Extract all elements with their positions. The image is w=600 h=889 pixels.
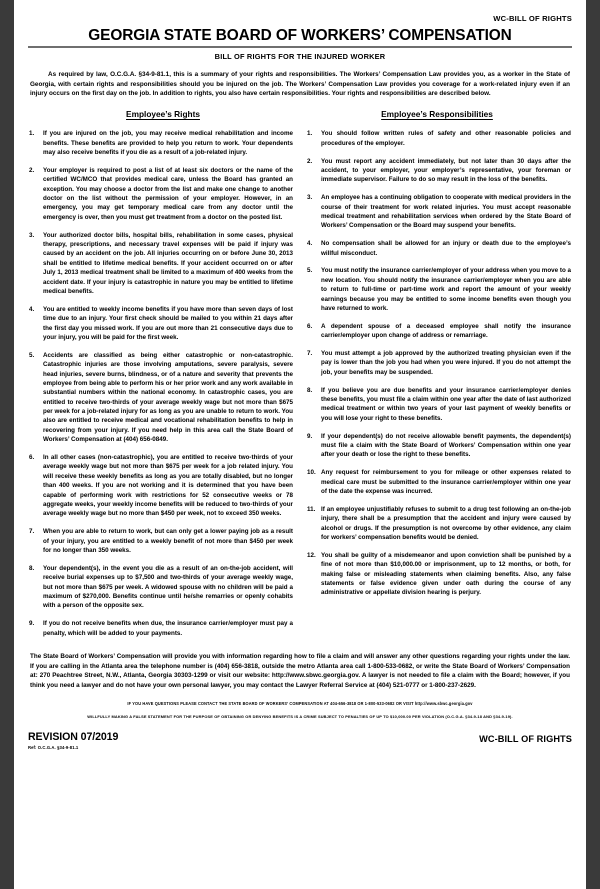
responsibility-item-number: 2. (307, 157, 313, 165)
responsibility-item-text: You must report any accident immediately, but not later than 30 days after the accident, to your employer, your employer’s representative, your foreman or immediate supervisor. Failure to do so may result in the loss of the benefits. (321, 157, 571, 184)
right-item-number: 6. (29, 454, 35, 462)
responsibilities-list (307, 129, 571, 598)
right-item-number: 5. (29, 351, 35, 359)
responsibility-item (307, 349, 571, 377)
responsibility-item-number: 5. (307, 267, 313, 275)
right-item-text: Your employer is required to post a list of at least six doctors or the name of the certified WC/MCO that provides medical care, unless the Board has granted an exception. You may choose a doctor from the list and make one change to another doctor on the list without the permission of your employer. However, in an emergency, you may get temporary medical care from any doctor until the emergency is over, then you must get treatment from a doctor on the posted list. (43, 166, 293, 221)
footer-left (28, 732, 118, 751)
footer-form-code: WC-BILL OF RIGHTS (479, 733, 572, 744)
responsibility-item-text: You must attempt a job approved by the authorized treating physician even if the pay is lower than the job you had when you were injured. If you do not attempt the job, your benefits may be suspended. (321, 350, 571, 376)
right-item (29, 305, 293, 343)
right-item-number: 7. (29, 528, 35, 536)
responsibility-item (307, 157, 571, 185)
intro-paragraph: As required by law, O.C.G.A. §34-9-81.1, this is a summary of your rights and responsibilities. The Workers’ Compensation Law provides you, as a worker in the State of Georgia, with certain rights and responsibilities should you be injured on the job. The Workers’ Compensation Law provides you coverage for a work-related injury even if an injury occurs on the first day on the job. In addition to rights, you also have certain responsibilities. Your rights and responsibilities are described below. (30, 71, 570, 97)
responsibility-item-number: 3. (307, 194, 313, 202)
responsibilities-column-heading: Employee’s Responsibilities (381, 109, 493, 120)
right-item (29, 129, 293, 157)
rights-list (29, 129, 293, 638)
responsibility-item-number: 7. (307, 350, 313, 358)
two-column-body (26, 129, 574, 646)
right-item-text: When you are able to return to work, but can only get a lower paying job as a result of your injury, you are entitled to a weekly benefit of not more than $450 per week for no longer than 350 weeks. (43, 528, 293, 554)
document-page (14, 0, 586, 889)
responsibility-item (307, 239, 571, 258)
warning-fine-print: WILLFULLY MAKING A FALSE STATEMENT FOR THE PURPOSE OF OBTAINING OR DENYING BENEFITS IS A CRIME SUBJECT TO PENALTIES OF UP TO $10,000.00 PER VIOLATION (O.C.G.A. §34-9-18 AND §34-9-19). (87, 714, 513, 720)
right-item (29, 453, 293, 519)
responsibility-item-number: 9. (307, 432, 313, 440)
responsibility-item-number: 11. (307, 505, 316, 513)
responsibility-item-number: 10. (307, 469, 316, 477)
form-code-header: WC-BILL OF RIGHTS (493, 14, 572, 23)
responsibility-item (307, 193, 571, 231)
responsibility-item-text: You must notify the insurance carrier/employer of your address when you move to a new location. You should notify the insurance carrier/employer when you are able to return to full-time or part-time work and report the amount of your weekly earnings because you may be entitled to some income benefits even though you have returned to work. (321, 267, 571, 312)
right-item (29, 351, 293, 445)
right-item (29, 231, 293, 297)
responsibility-item (307, 129, 571, 148)
right-item-number: 8. (29, 564, 35, 572)
right-item-text: If you do not receive benefits when due, the insurance carrier/employer must pay a penalty, which will be added to your payments. (43, 620, 293, 637)
responsibility-item-text: A dependent spouse of a deceased employee shall notify the insurance carrier/employer upon change of address or remarriage. (321, 322, 571, 340)
responsibility-item (307, 505, 571, 543)
right-item-number: 2. (29, 166, 35, 174)
column-headings (26, 109, 574, 119)
responsibility-item-number: 6. (307, 322, 313, 330)
responsibility-item (307, 386, 571, 424)
responsibility-item (307, 432, 571, 460)
responsibility-item-number: 4. (307, 240, 313, 248)
reference-label: Ref: O.C.G.A. §34-9-81.1 (28, 745, 79, 751)
responsibility-item (307, 551, 571, 598)
right-item-text: Your authorized doctor bills, hospital bills, rehabilitation in some cases, physical therapy, prescriptions, and necessary travel expenses will be paid if injury was caused by an accident on the job. All injuries occurring on or before June 30, 2013 shall be entitled to lifetime medical benefits. If your accident occurred on or after July 1, 2013 medical treatment shall be limited to a maximum of 400 weeks from the accident date. If your injury is catastrophic in nature you may be entitled to lifetime medical benefits. (43, 231, 293, 295)
responsibility-item-text: If you believe you are due benefits and your insurance carrier/employer denies these benefits, you must file a claim within one year after the date of last authorized medical treatment or within two years of your last payment of weekly benefits or you will lose your right to these benefits. (321, 386, 571, 422)
rights-column (29, 129, 293, 646)
responsibility-item-number: 12. (307, 551, 316, 559)
responsibility-item-text: An employee has a continuing obligation to cooperate with medical providers in the course of their treatment for work related injuries. You must accept reasonable medical treatment and rehabilitation services when ordered by the State Board of Workers’ Compensation or the Board may suspend your benefits. (321, 194, 571, 230)
responsibility-item-number: 8. (307, 386, 313, 394)
right-item (29, 564, 293, 611)
right-item-number: 4. (29, 305, 35, 313)
right-item-text: Your dependent(s), in the event you die as a result of an on-the-job accident, will receive burial expenses up to $7,500 and two-thirds of your average weekly wage, but not more than $675 per week. A widowed spouse with no children will be paid a maximum of $270,000. Benefits continue until he/she remarries or openly cohabits with a person of the opposite sex. (43, 564, 293, 610)
responsibility-item-text: If an employee unjustifiably refuses to submit to a drug test following an on-the-job injury, there shall be a presumption that the accident and injury were caused by alcohol or drugs. If the presumption is not overcome by other evidence, any claim for workers’ compensation benefits would be denied. (321, 505, 571, 542)
page-title: GEORGIA STATE BOARD OF WORKERS’ COMPENSATION (88, 27, 512, 44)
questions-fine-print: IF YOU HAVE QUESTIONS PLEASE CONTACT THE STATE BOARD OF WORKERS’ COMPENSATION AT 404-656-3818 OR 1-800-533-0682 OR VISIT http://www.sbwc.georgia.gov (127, 701, 473, 707)
rights-column-heading: Employee’s Rights (126, 109, 200, 120)
right-item-number: 3. (29, 231, 35, 239)
closing-paragraph: The State Board of Workers’ Compensation will provide you with information regarding how to file a claim and will answer any other questions regarding your rights under the law. If you are calling in the Atlanta area the telephone number is (404) 656-3818, outside the metro Atlanta area call 1-800-533-0682, or write the State Board of Workers’ Compensation at: 270 Peachtree Street, N.W., Atlanta, Georgia 30303-1299 or visit our website: http://www.sbwc.georgia.gov. A lawyer is not needed to file a claim with the Board; however, if you think you need a lawyer and do not have your own personal lawyer, you may contact the Lawyer Referral Service at (404) 521-0777 or 1-800-237-2629. (30, 653, 570, 689)
responsibility-item-text: You shall be guilty of a misdemeanor and upon conviction shall be punished by a fine of not more than $10,000.00 or imprisonment, up to 12 months, or both, for making false or misleading statements when claiming benefits. Also, any false statements or false evidence given under oath during the course of any administrative or appellate division hearing is perjury. (321, 551, 571, 597)
right-item-number: 9. (29, 620, 35, 628)
right-item-text: If you are injured on the job, you may receive medical rehabilitation and income benefits. These benefits are provided to help you return to work. Your dependents may also receive benefits if you die as a result of a job-related injury. (43, 130, 293, 157)
right-item (29, 527, 293, 555)
right-item (29, 619, 293, 638)
right-item-text: Accidents are classified as being either catastrophic or non-catastrophic. Catastrophic injuries are those involving amputations, severe paralysis, severe head injuries, severe burns, blindness, or of a nature and severity that prevents the employee from being able to perform his or her prior work and any work available in substantial numbers within the national economy. In catastrophic cases, you are entitled to receive two-thirds of your average weekly wage but not more than $675 per week for a job-related injury for as long as you are unable to return to work. You also are entitled to receive medical and vocational rehabilitation benefits to help in recovering from your injury. If you need help in this area call the State Board of Workers’ Compensation at (404) 656-0849. (43, 351, 293, 444)
responsibility-item-text: Any request for reimbursement to you for mileage or other expenses related to medical care must be submitted to the insurance carrier/employer within one year of the date the expense was incurred. (321, 469, 571, 496)
responsibility-item (307, 266, 571, 313)
right-item-number: 1. (29, 130, 35, 138)
responsibility-item-text: You should follow written rules of safety and other reasonable policies and procedures of the employer. (321, 130, 571, 147)
responsibility-item (307, 468, 571, 496)
revision-label: REVISION 07/2019 (28, 730, 119, 743)
title-divider (28, 46, 572, 48)
right-item-text: You are entitled to weekly income benefits if you have more than seven days of lost time due to an injury. Your first check should be mailed to you within 21 days after the first day you missed work. If you are out more than 21 consecutive days due to your injury, you will be paid for the first week. (43, 305, 293, 341)
responsibility-item-text: No compensation shall be allowed for an injury or death due to the employee’s willful misconduct. (321, 240, 571, 257)
responsibility-item-text: If your dependent(s) do not receive allowable benefit payments, the dependent(s) must file a claim with the State Board of Workers’ Compensation within one year after your death or lose the right to these benefits. (321, 432, 571, 459)
responsibility-item-number: 1. (307, 130, 313, 138)
responsibilities-column (307, 129, 571, 646)
responsibility-item (307, 322, 571, 341)
right-item (29, 166, 293, 222)
right-item-text: In all other cases (non-catastrophic), you are entitled to receive two-thirds of your average weekly wage but not more than $675 per week for a job related injury. You will receive these weekly benefits as long as you are totally disabled, but no longer than 400 weeks. If you are not working and it is determined that you have been capable of performing work with restrictions for 52 consecutive weeks or 78 aggregate weeks, your weekly income benefits will be reduced to two-thirds of your average weekly wage but no more than $450 per week, not to exceed 350 weeks. (43, 454, 293, 518)
page-subtitle: BILL OF RIGHTS FOR THE INJURED WORKER (214, 52, 386, 62)
footer-bar (26, 732, 574, 751)
